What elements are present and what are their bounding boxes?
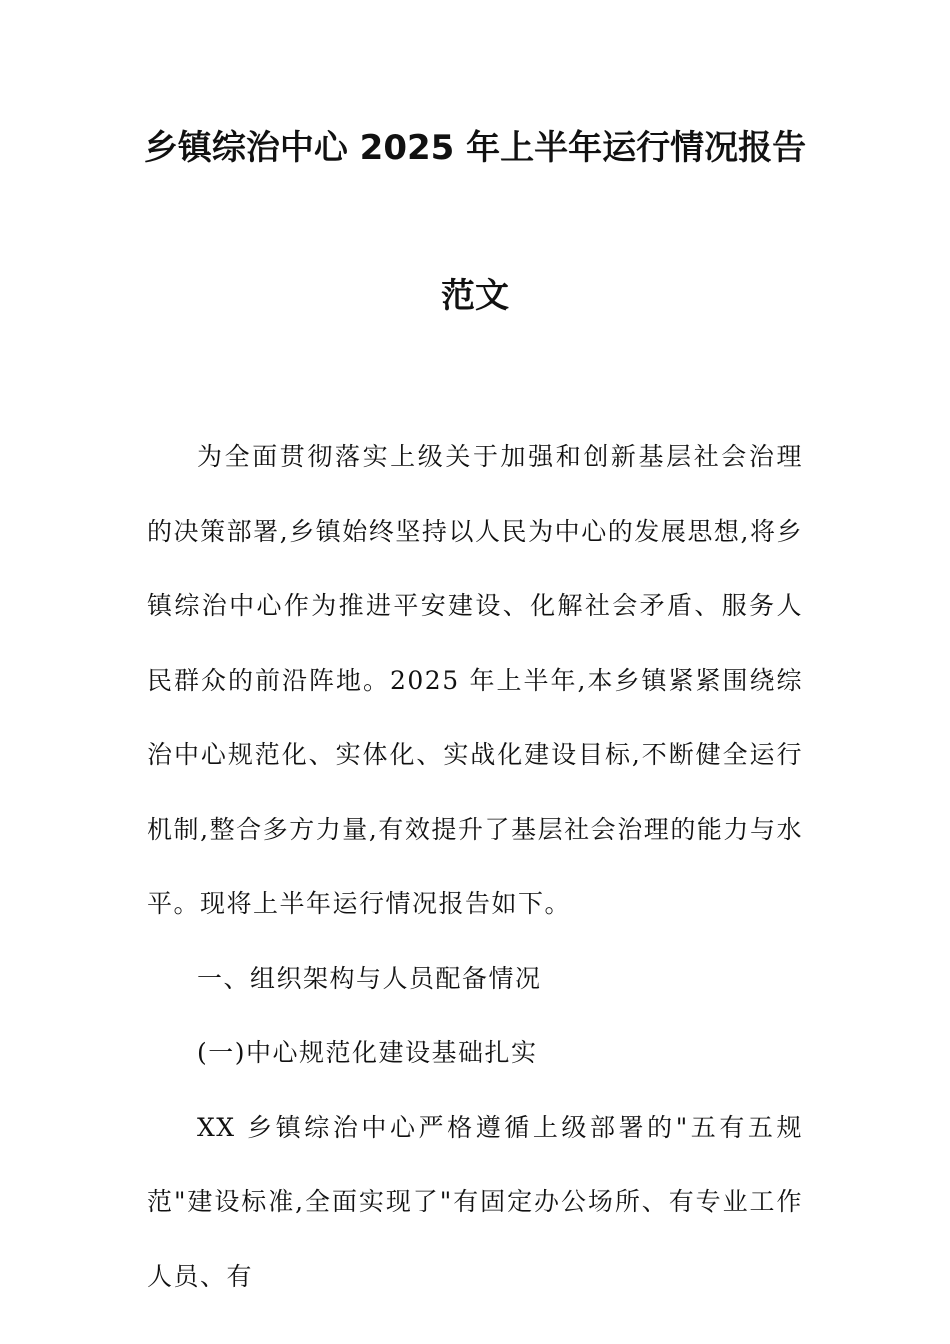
intro-paragraph: 为全面贯彻落实上级关于加强和创新基层社会治理的决策部署,乡镇始终坚持以人民为中心的发展思想,将乡镇综治中心作为推进平安建设、化解社会矛盾、服务人民群众的前沿阵地。2025 年上半年,本乡镇紧紧围绕综治中心规范化、实体化、实战化建设目标,不断健全运行机制,整合多方力量,有效提升了基层社会治理的能力与水平。现将上半年运行情况报告如下。 [147, 442, 803, 918]
subsection-heading: (一)中心规范化建设基础扎实 [197, 1038, 538, 1067]
body-paragraph: XX 乡镇综治中心严格遵循上级部署的"五有五规范"建设标准,全面实现了"有固定办公场所、有专业工作人员、有 [147, 1112, 803, 1291]
document-title: 乡镇综治中心 2025 年上半年运行情况报告 [143, 128, 807, 168]
document-title-continued: 范文 [441, 276, 509, 316]
document-body [147, 420, 803, 1314]
section-heading: 一、组织架构与人员配备情况 [197, 963, 542, 993]
